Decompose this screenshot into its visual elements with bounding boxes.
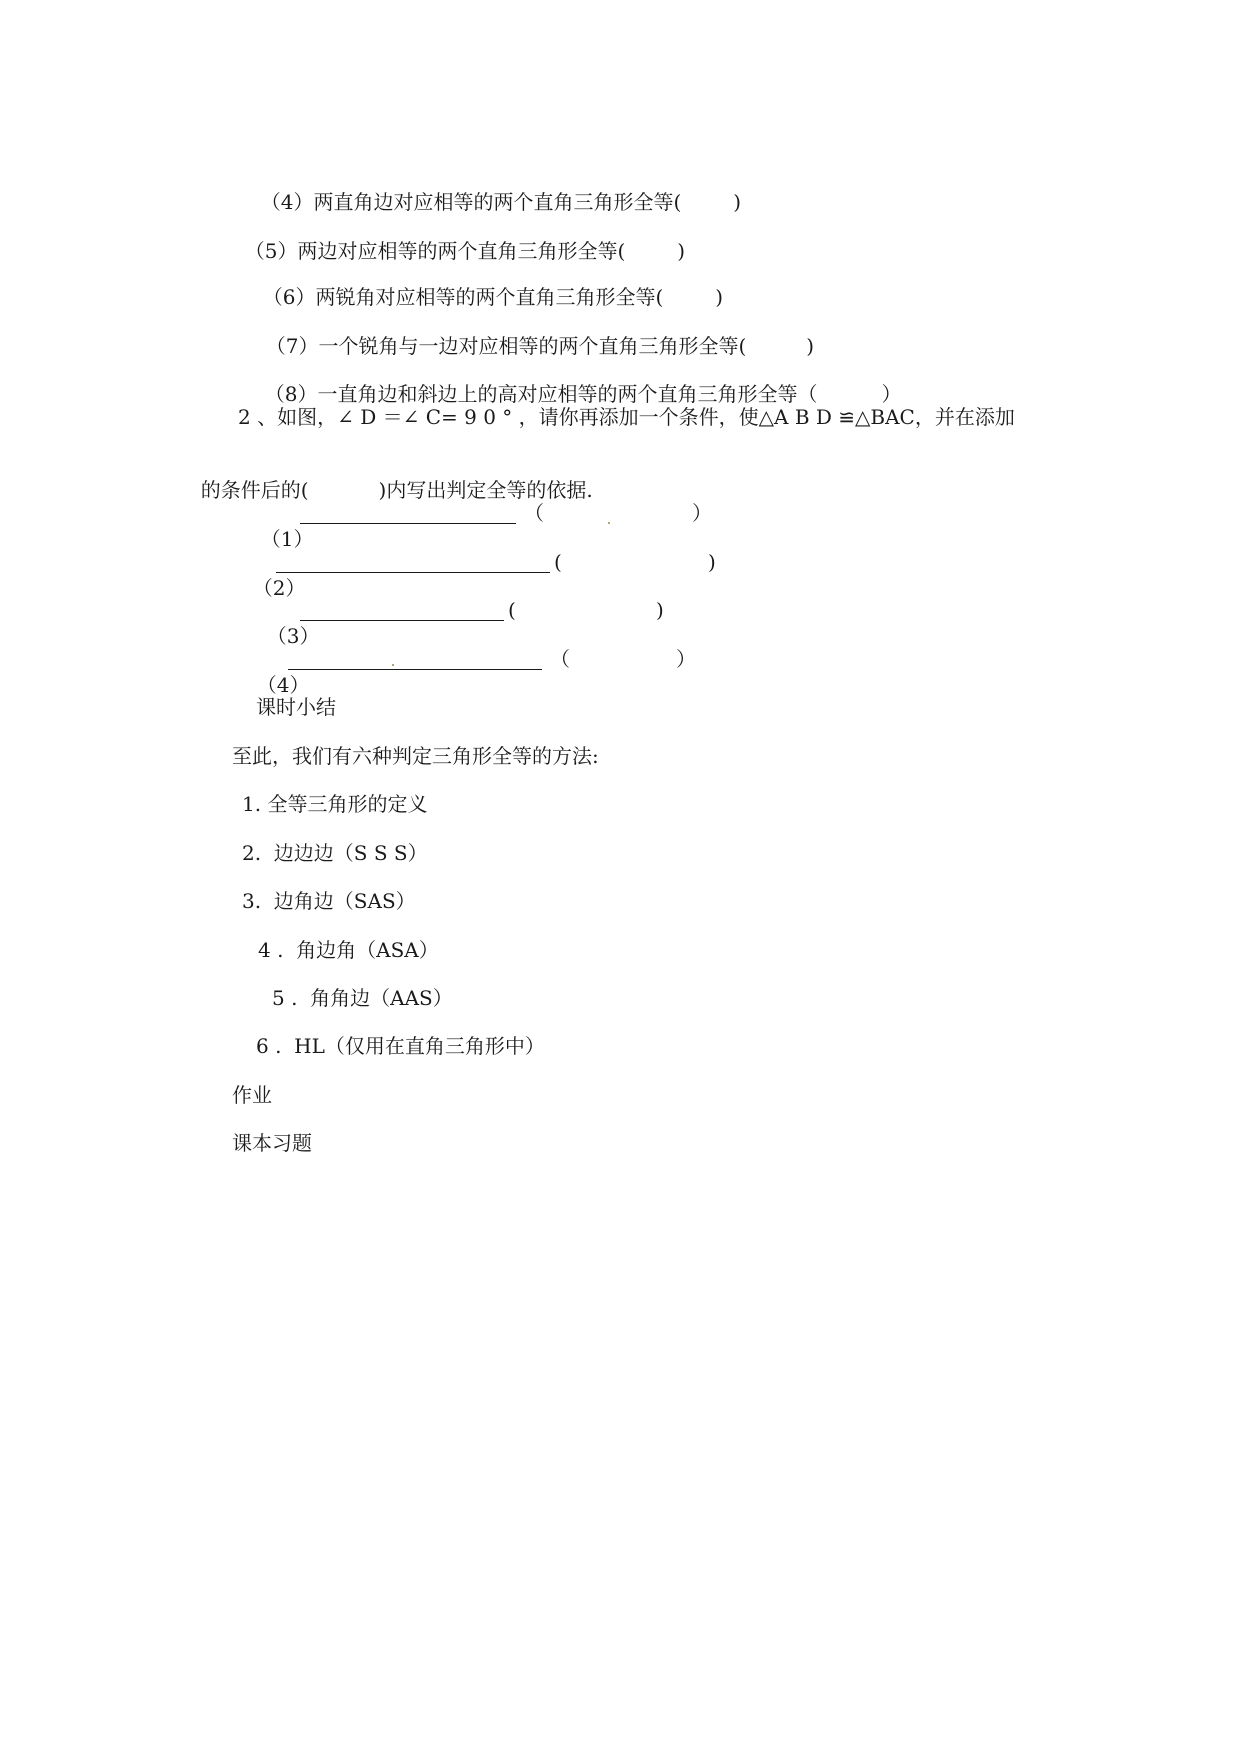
blank-row-1 — [248, 500, 313, 552]
judgement-item-6 — [250, 258, 723, 310]
answer-blank-1[interactable] — [300, 523, 516, 524]
blank-label: （1） — [260, 527, 314, 551]
question-2-line-2 — [188, 451, 593, 503]
method-3: 3. 边角边（SAS） — [242, 889, 416, 913]
item-close-paren: ) — [677, 239, 686, 263]
item-close-paren: ) — [733, 190, 742, 214]
item-close-paren: ） — [881, 382, 902, 406]
blank-row-2 — [240, 549, 305, 601]
stray-dot — [608, 522, 610, 524]
homework-heading: 作业 — [232, 1083, 272, 1107]
reason-close-paren-4: ） — [676, 647, 696, 671]
method-5: 5 . 角角边（AAS） — [272, 986, 453, 1010]
blank-label: （2） — [252, 576, 306, 600]
blank-label: （4） — [256, 673, 310, 697]
reason-close-paren-1: ） — [692, 501, 712, 525]
stray-dot — [392, 664, 394, 666]
method-6: 6 . HL（仅用在直角三角形中） — [256, 1034, 545, 1058]
judgement-item-4 — [248, 163, 741, 215]
item-text: （7）一个锐角与一边对应相等的两个直角三角形全等( — [265, 334, 747, 358]
question-2-line-1: 2 、如图，∠ D ＝∠ C= 9 0 ° ，请你再添加一个条件，使△A B D ≌△BAC，并在添加 — [238, 405, 1015, 429]
blank-label: （3） — [266, 624, 320, 648]
answer-blank-2[interactable] — [276, 572, 550, 573]
q2-text-before-paren: 的条件后的( — [200, 478, 309, 502]
item-close-paren: ) — [715, 285, 724, 309]
reason-close-paren-2: ) — [708, 550, 716, 574]
method-2: 2. 边边边（S S S） — [242, 841, 428, 865]
q2-text-after-paren: )内写出判定全等的依据. — [378, 478, 593, 502]
item-text: （4）两直角边对应相等的两个直角三角形全等( — [260, 190, 682, 214]
item-text: （5）两边对应相等的两个直角三角形全等( — [244, 239, 626, 263]
homework-content: 课本习题 — [232, 1131, 312, 1155]
summary-intro: 至此，我们有六种判定三角形全等的方法: — [232, 744, 599, 768]
judgement-item-8 — [252, 355, 901, 407]
summary-heading: 课时小结 — [256, 695, 336, 719]
judgement-item-5 — [232, 212, 685, 264]
item-text: （6）两锐角对应相等的两个直角三角形全等( — [262, 285, 664, 309]
judgement-item-7 — [253, 307, 814, 359]
reason-open-paren-3: ( — [508, 598, 516, 622]
reason-open-paren-2: ( — [554, 550, 562, 574]
method-4: 4 . 角边角（ASA） — [258, 938, 439, 962]
reason-open-paren-4: （ — [550, 647, 570, 671]
reason-open-paren-1: （ — [524, 501, 544, 525]
reason-close-paren-3: ) — [656, 598, 664, 622]
answer-blank-3[interactable] — [300, 620, 504, 621]
item-close-paren: ) — [806, 334, 815, 358]
method-1: 1. 全等三角形的定义 — [242, 792, 428, 816]
blank-row-4 — [244, 646, 309, 698]
answer-blank-4[interactable] — [288, 669, 542, 670]
blank-row-3 — [254, 597, 319, 649]
item-text: （8）一直角边和斜边上的高对应相等的两个直角三角形全等（ — [264, 382, 818, 406]
